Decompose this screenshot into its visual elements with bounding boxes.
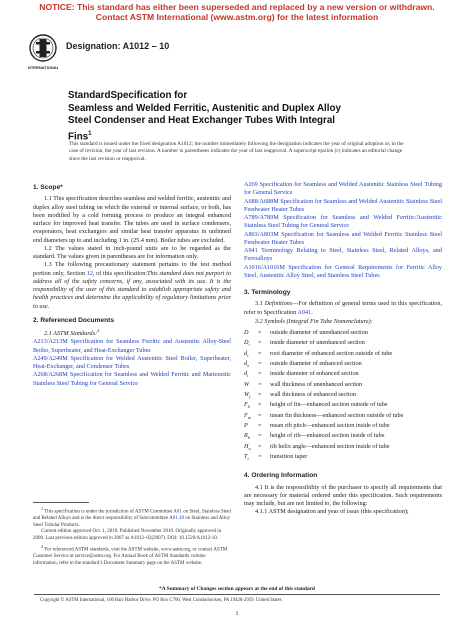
- withdrawal-notice: [0, 2, 474, 22]
- committee-a01-link[interactable]: A01: [173, 509, 182, 515]
- equals-sign: =: [258, 339, 262, 347]
- symbol-subscript: t: [247, 456, 249, 462]
- notice-line-2: Contact ASTM International (www.astm.org) for the latest information: [95, 12, 379, 22]
- ref-a941-link[interactable]: A941: [244, 247, 258, 254]
- logo-text: INTERNATIONAL: [28, 65, 58, 70]
- symbol-description: inside diameter of enhanced section: [270, 370, 359, 378]
- equals-sign: =: [258, 329, 262, 336]
- symbol-wrap: [244, 370, 258, 380]
- ref-a269-link[interactable]: A269: [244, 181, 258, 188]
- symbol-description: outside diameter of enhanced section: [270, 359, 362, 367]
- symbol-row: [244, 329, 442, 339]
- symbol: D: [244, 339, 249, 347]
- ref-a269: A269 Specification for Seamless and Welded Austenitic Stainless Steel Tubing for General Service: [244, 181, 442, 197]
- symbol-subscript: o: [247, 363, 250, 369]
- symbol-subscript: i: [247, 373, 249, 379]
- ref-a803-link[interactable]: A803/A803M: [244, 230, 279, 238]
- symbol-wrap: [244, 412, 258, 422]
- symbol-row: [244, 401, 442, 411]
- ref-a688: A688/A688M Specification for Seamless and Welded Austenitic Stainless Steel Feedwater Heater Tubes: [244, 197, 442, 213]
- symbol-row: [244, 339, 442, 349]
- ref-a249-link[interactable]: A249/A249M: [33, 354, 68, 362]
- equals-sign: =: [258, 349, 262, 357]
- symbol-wrap: [244, 443, 258, 453]
- left-column: [33, 184, 231, 388]
- right-column: [244, 181, 442, 517]
- symbol-row: [244, 422, 442, 432]
- title-footnote-marker: 1: [88, 130, 92, 137]
- summary-of-changes-note: *A Summary of Changes section appears at the end of this standard: [159, 586, 315, 592]
- copyright: Copyright © ASTM International, 100 Barr Harbor Drive, PO Box C700, West Conshohocken, PA 19428-2959. United States: [40, 598, 282, 603]
- footnotes: [33, 506, 231, 567]
- refdocs-heading: 2. Referenced Documents: [33, 316, 114, 324]
- symbol-description: height of rib—enhanced section inside of tube: [270, 432, 385, 440]
- scope-1-3-b: , of this specification:: [92, 269, 148, 277]
- symbol-description: wall thickness of enhanced section: [270, 390, 356, 398]
- ordering-4-1-1: 4.1.1 ASTM designation and year of issue (this specification);: [255, 508, 409, 516]
- terminology-3-1: 3.1 Definitions—For definition of general terms used in this specification, refer to Specification A941.: [244, 300, 442, 316]
- scope-1-3-safety: This standard does not purport to address all of the safety concerns, if any, associated with its use. It is the responsibility of the user of this standard to establish appropriate safety and health practices and determine the applicability of regulatory limitations prior to use.: [33, 269, 231, 310]
- scope-1-3-a: 1.3 The following precautionary statement pertains to the test method portion only, Section: [33, 261, 231, 277]
- symbol-subscript: m: [247, 414, 251, 420]
- symbol: d: [244, 370, 248, 378]
- symbol-description: root diameter of enhanced section outside of tube: [270, 349, 393, 357]
- equals-sign: =: [258, 421, 262, 429]
- symbol-description: inside diameter of unenhanced section: [270, 339, 365, 347]
- ref-a268: [33, 371, 231, 388]
- equals-sign: =: [258, 401, 262, 409]
- footnote-2: $^2$ For referenced ASTM standards, visit the ASTM website, www.astm.org, or contact ASTM Customer Service at service@astm.org. For Annual Book of ASTM Standards volume information, refer to the standard’s Document Summary page on the ASTM website.: [33, 544, 228, 566]
- symbol-row: [244, 432, 442, 442]
- scope-1-1: 1.1 This specification describes seamless and welded ferritic, austenitic and duplex alloy steel tubing on which the external or internal surface, or both, has been modified by a cold forming process to produce an integral enhanced surface for improved heat transfer. The tubes are used in surface condensers, evaporators, heat exchangers and similar heat transfer apparatus in unfinned end diameters up to and including 1 in. (25.4 mm). Boiler tubes are excluded.: [33, 195, 231, 244]
- standard-issue-note: This standard is issued under the fixed designation A1012; the number immediately following the designation indicates the year of original adoption or, in the case of revision, the year of last revision. A number in parentheses indicates the year of last reapproval. A superscript epsilon (ε) indicates an editorial change since the last revision or reapproval.: [69, 141, 404, 162]
- symbol: P: [244, 421, 248, 429]
- symbol-wrap: [244, 339, 258, 349]
- astm-standards-footnote: 2: [97, 328, 100, 333]
- symbol-subscript: h: [247, 404, 250, 410]
- symbol-wrap: [244, 422, 258, 432]
- ref-a803: A803/A803M Specification for Seamless and Welded Ferritic Stainless Steel Feedwater Heater Tubes: [244, 230, 442, 246]
- symbol: F: [244, 401, 248, 409]
- ordering-4-1: 4.1 It is the responsibility of the purchaser to specify all requirements that are necessary for material ordered under this specification. Such requirements may include, but are not limited to, the following:: [244, 483, 442, 508]
- ref-a268-link[interactable]: A268/A268M: [33, 371, 68, 379]
- symbol-row: [244, 360, 442, 370]
- equals-sign: =: [258, 380, 262, 388]
- equals-sign: =: [258, 411, 262, 419]
- footnote-1: $^1$ This specification is under the jurisdiction of ASTM Committee A01 on Steel, Stainless Steel and Related Alloys and is the direct responsibility of Subcommittee A01.10 on Stainless and Alloy Steel Tubular Products.: [33, 506, 231, 528]
- ref-a213-link[interactable]: A213/A213M: [33, 338, 68, 346]
- symbol-row: [244, 443, 442, 453]
- bottom-divider: [34, 594, 440, 595]
- terminology-heading: 3. Terminology: [244, 289, 291, 296]
- ordering-heading: 4. Ordering Information: [244, 472, 318, 480]
- ref-a789-link[interactable]: A789/A789M: [244, 214, 279, 221]
- symbol: R: [244, 432, 248, 440]
- ref-a1016-link[interactable]: A1016/A1016M: [244, 263, 285, 271]
- symbol-subscript: i: [248, 342, 250, 348]
- equals-sign: =: [258, 452, 262, 460]
- scope-heading: 1. Scope*: [33, 184, 63, 191]
- designation: Designation: A1012 – 10: [66, 41, 170, 51]
- symbols-list: [244, 329, 442, 463]
- symbol-description: rib helix angle—enhanced section inside of tube: [270, 442, 390, 450]
- symbol-description: mean fin thickness—enhanced section outside of tube: [270, 411, 404, 419]
- ref-a1016: A1016/A1016M Specification for General Requirements for Ferritic Alloy Steel, Austenitic Alloy Steel, and Stainless Steel Tubes: [244, 263, 442, 279]
- page-number: 1: [235, 611, 239, 617]
- terminology-3-2: 3.2 Symbols (Integral Fin Tube Nomenclature):: [255, 317, 373, 325]
- astm-standards-label: [33, 327, 231, 338]
- symbol-subscript: h: [247, 435, 250, 441]
- symbol-subscript: r: [247, 352, 249, 358]
- scope-1-2: 1.2 The values stated in inch-pound units are to be regarded as the standard. The values given in parentheses are for information only.: [33, 244, 231, 260]
- equals-sign: =: [258, 370, 262, 378]
- footnote-1-edition: Current edition approved Oct. 1, 2010. Published November 2010. Originally approved in 2000. Last previous edition approved in 2007 as A1012–02(2007). DOI: 10.1520/A1012-10.: [33, 529, 222, 541]
- symbol-description: outside diameter of unenhanced section: [270, 329, 368, 336]
- symbol-row: [244, 350, 442, 360]
- ref-a789: A789/A789M Specification for Seamless and Welded Ferritic/Austenitic Stainless Steel Tubing for General Service: [244, 214, 442, 230]
- scope-1-3: [33, 261, 231, 311]
- ref-a249: [33, 355, 231, 372]
- symbol-wrap: [244, 350, 258, 360]
- symbol: W: [244, 390, 250, 398]
- subcommittee-a0110-link[interactable]: A01.10: [169, 516, 184, 522]
- symbol-description: height of fin—enhanced section outside of tube: [270, 401, 388, 409]
- symbol-wrap: [244, 329, 258, 339]
- symbol-row: [244, 381, 442, 391]
- ref-a213-title: Specification for Seamless Ferritic and Austenitic Alloy-Steel Boiler, Superheater, and Heat-Exchanger Tubes: [33, 338, 231, 354]
- symbol-wrap: [244, 453, 258, 463]
- ref-a941: A941 Terminology Relating to Steel, Stainless Steel, Related Alloys, and Ferroalloys: [244, 247, 442, 263]
- symbol-wrap: [244, 381, 258, 391]
- symbol: D: [244, 329, 249, 336]
- title-line-4: Fins: [68, 131, 89, 143]
- symbol-row: [244, 370, 442, 380]
- symbol-subscript: a: [248, 445, 251, 451]
- symbol: H: [244, 442, 249, 450]
- symbol: W: [244, 380, 250, 388]
- section-12-link[interactable]: 12: [86, 269, 93, 277]
- ref-a688-link[interactable]: A688/A688M: [244, 197, 279, 205]
- symbol-subscript: f: [249, 394, 251, 400]
- symbol-wrap: [244, 360, 258, 370]
- symbol: d: [244, 359, 248, 367]
- notice-line-1: NOTICE: This standard has either been superseded and replaced by a new version or withdrawn.: [39, 2, 435, 12]
- equals-sign: =: [258, 442, 262, 450]
- symbol-wrap: [244, 401, 258, 411]
- title-line-1: StandardSpecification for: [68, 90, 188, 101]
- ref-a213: [33, 338, 231, 355]
- ref-a249-title: Specification for Welded Austenitic Steel Boiler, Superheater, Heat-Exchanger, and Condenser Tubes: [33, 354, 231, 371]
- symbol-row: [244, 412, 442, 422]
- equals-sign: =: [258, 432, 262, 440]
- title-line-2: Seamless and Welded Ferritic, Austenitic and Duplex Alloy: [68, 102, 341, 114]
- symbol-description: wall thickness of unenhanced section: [270, 380, 363, 388]
- symbol-description: mean rib pitch—enhanced section inside of tube: [270, 421, 390, 429]
- astm-standards-text: 2.1 ASTM Standards:: [44, 330, 98, 338]
- symbol-row: [244, 391, 442, 401]
- title-line-3: Steel Condenser and Heat Exchanger Tubes With Integral: [68, 115, 336, 127]
- symbol: F: [244, 411, 248, 419]
- symbol-row: [244, 453, 442, 463]
- astm-logo: [28, 33, 58, 71]
- ref-a268-title: Specification for Seamless and Welded Ferritic and Martensitic Stainless Steel Tubing for General Service: [33, 371, 231, 387]
- equals-sign: =: [258, 390, 262, 398]
- document-title: [68, 90, 418, 144]
- a941-inline-link[interactable]: A941: [297, 308, 312, 316]
- footnote-divider: [33, 502, 89, 503]
- symbol-wrap: [244, 391, 258, 401]
- equals-sign: =: [258, 359, 262, 367]
- symbol-description: transition taper: [270, 452, 308, 460]
- symbol: T: [244, 452, 248, 460]
- symbol: d: [244, 349, 248, 357]
- symbol-wrap: [244, 432, 258, 442]
